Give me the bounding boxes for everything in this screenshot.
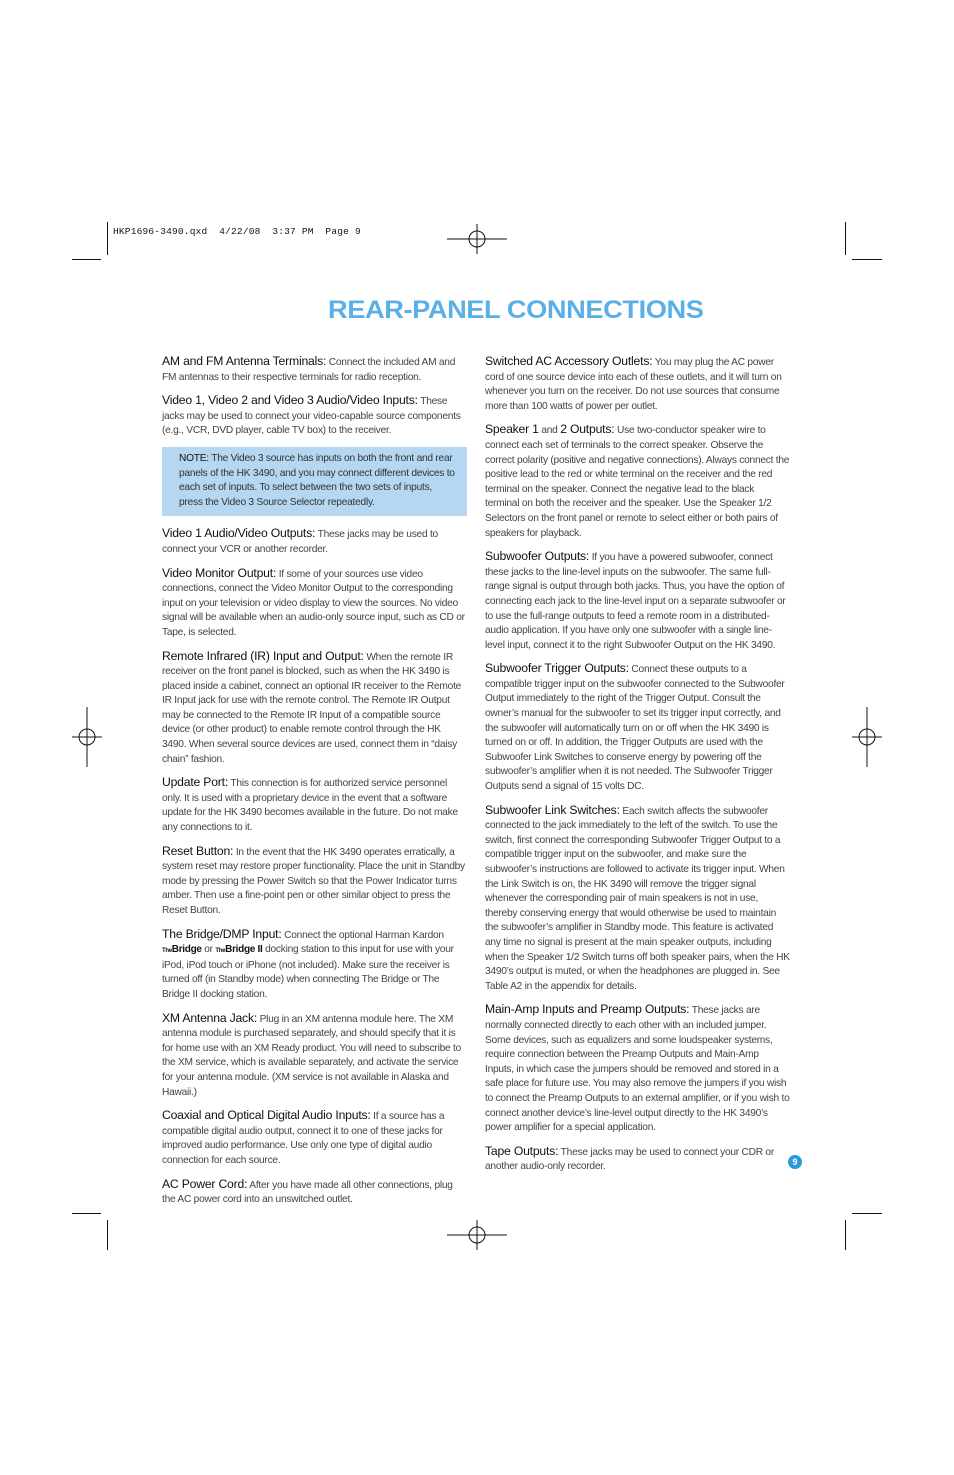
speaker-outputs-section [485, 422, 790, 541]
section-heading: Update Port: [162, 775, 229, 790]
section-heading: Tape Outputs: [485, 1143, 559, 1158]
section-heading: AC Power Cord: [162, 1176, 248, 1191]
page-number-badge: 9 [788, 1155, 802, 1169]
crop-mark [845, 222, 846, 255]
section-body: These jacks may be used to connect your VCR or another recorder. [162, 529, 438, 555]
tape-outputs-section [485, 1144, 790, 1175]
section-body: When the remote IR receiver on the front panel is blocked, such as when the HK 3490 is placed inside a cabinet, connect an optional IR receiver to the Remote IR Input jack for use with the remote control. The Remote IR Output may be connected to the Remote IR Input of a compatible source device (or other product) to enable remote control through the HK 3490. When several source devices are used, connect them in “daisy chain” fashion. [162, 651, 462, 765]
xm-antenna-section [162, 1011, 467, 1101]
section-heading: Switched AC Accessory Outlets: [485, 354, 653, 368]
subwoofer-link-section [485, 803, 790, 995]
registration-mark-right [852, 707, 882, 767]
video-monitor-output-section [162, 566, 467, 641]
video-inputs-section [162, 393, 467, 439]
crop-mark [107, 222, 108, 255]
subwoofer-trigger-section [485, 661, 790, 794]
section-body: After you have made all other connections, plug the AC power cord into an unswitched outlet. [162, 1179, 453, 1206]
section-heading: XM Antenna Jack: [162, 1010, 258, 1025]
crop-mark [107, 1220, 108, 1250]
section-heading: Subwoofer Link Switches: [485, 802, 620, 817]
section-body: These jacks may be used to connect your CDR or another audio-only recorder. [485, 1146, 774, 1173]
right-column [485, 354, 790, 1183]
registration-mark-top [447, 224, 507, 254]
section-body: These jacks may be used to connect your video-capable source components (e.g., VCR, DVD player, cable TV box) to the receiver. [162, 396, 461, 437]
section-body: Connect these outputs to a compatible trigger input on the subwoofer connected to the Subwoofer Output immediately to the right of the Trigger Output. Consult the owner’s manual for the subwoofer to set its trigger input correctly, and the subwoofer will automatically turn on or off when the HK 3490 is turned on or off. In addition, the Trigger Outputs are used with the Subwoofer Link Switches to conserve energy by powering off the subwoofer’s amplifier when it is not needed. The Subwoofer Trigger Outputs send a signal of 15 volts DC. [485, 664, 785, 793]
note-text: The Video 3 source has inputs on both the front and rear panels of the HK 3490, and you may connect different devices to each set of inputs. To select between the two sets of inputs, press the Video 3 Source Selector repeatedly. [179, 452, 455, 508]
page-title: REAR-PANEL CONNECTIONS [328, 296, 704, 324]
section-heading: Video 1 Audio/Video Outputs: [162, 526, 316, 541]
section-heading: 2 Outputs: [560, 422, 615, 437]
crop-mark [72, 1213, 101, 1214]
section-body: and [538, 425, 561, 437]
crop-mark [852, 259, 882, 260]
bridge-ii-logo: TheBridge II [215, 944, 263, 956]
video1-outputs-section [162, 526, 467, 557]
note-box [162, 447, 467, 516]
section-heading: Speaker 1 [485, 422, 539, 437]
section-heading: Video Monitor Output: [162, 565, 277, 580]
crop-mark [852, 1213, 882, 1214]
left-column [162, 354, 467, 1216]
reset-button-section [162, 844, 467, 919]
section-body: Plug in an XM antenna module here. The XM antenna module is purchased separately, and should specify that it is for home use with an XM Ready product. You will need to subscribe to the XM service, which is available separately, and activate the service for your antenna module. (XM service is not available in Alaska and Hawaii.) [162, 1013, 461, 1098]
ac-power-cord-section [162, 1177, 467, 1208]
section-heading: Coaxial and Optical Digital Audio Inputs: [162, 1108, 371, 1123]
section-body: Connect the included AM and FM antennas to their respective terminals for radio reception. [162, 357, 456, 383]
registration-mark-left [72, 707, 102, 767]
section-heading: Subwoofer Trigger Outputs: [485, 661, 629, 676]
section-body: In the event that the HK 3490 operates erratically, a system reset may restore proper functionality. Place the unit in Standby mode by pressing the Power Switch so that the Power Indicator turns amber. Then use a fine-point pen or other similar object to press the Reset Button. [162, 846, 465, 916]
section-body: This connection is for authorized service personnel only. It is used with a proprietary device in the event that a software update for the HK 3490 becomes available in the future. Do not make any connections to it. [162, 778, 458, 834]
registration-mark-bottom [447, 1220, 507, 1250]
main-amp-preamp-section [485, 1002, 790, 1135]
update-port-section [162, 775, 467, 835]
note-label: NOTE: [179, 452, 209, 464]
section-heading: AM and FM Antenna Terminals: [162, 354, 327, 368]
section-heading: Reset Button: [162, 843, 234, 858]
section-body: docking station to this input for use with your iPod, iPod touch or iPhone (not included). Make sure the receiver is turned off (in Standby mode) when connecting The Bridge or The Bridge II docking station. [162, 944, 454, 1000]
section-heading: Remote Infrared (IR) Input and Output: [162, 648, 364, 663]
section-heading: Subwoofer Outputs: [485, 549, 590, 564]
section-body: or [201, 944, 216, 956]
crop-mark [72, 259, 101, 260]
section-body: If some of your sources use video connections, connect the Video Monitor Output to the corresponding input on your television or video display to view the sources. No video signal will be available when an audio-only source input, such as CD or Tape, is selected. [162, 568, 465, 638]
bridge-logo: TheBridge [162, 944, 202, 956]
section-body: If a source has a compatible digital audio output, connect it to one of these jacks for improved audio performance. Use only one type of digital audio connection for each source. [162, 1111, 445, 1166]
section-body: Connect the optional Harman Kardon [281, 929, 444, 941]
switched-ac-section [485, 354, 790, 414]
section-body: These jacks are normally connected directly to each other with an included jumper. Some devices, such as equalizers and some loudspeaker systems, require connection between the Preamp Outputs and Main-Amp Inputs, in which case the jumpers should be removed and stored in a safe place for future use. You may also remove the jumpers if you wish to connect the Preamp Outputs to an external amplifier, or if you wish to connect another device’s line-level output directly to the HK 3490’s power amplifier for a special application. [485, 1005, 790, 1134]
section-body: Each switch affects the subwoofer connected to the jack immediately to the left of the switch. To use the switch, first connect the corresponding Subwoofer Trigger Output to a compatible trigger input on the subwoofer, and make sure the subwoofer’s instructions are followed to activate its trigger input. When the Link Switch is on, the HK 3490 will remove the trigger signal whenever the corresponding pair of main speakers is not in use, thereby conserving energy that would otherwise be used to maintain the subwoofer’s amplifier in Standby mode. This feature is activated any time no signal is present at the main speaker outputs, including when the Speaker 1/2 Switch turns off both speaker pairs, when the HK 3490’s output is muted, or when the headphones are plugged in. See Table A2 in the appendix for details. [485, 805, 790, 992]
bridge-input-section [162, 927, 467, 1003]
am-fm-antenna-section [162, 354, 467, 385]
section-body: Use two-conductor speaker wire to connect each set of terminals to the correct speaker. Observe the correct polarity (positive and negative connections). Always connect the positive lead to the red or white terminal on the receiver and the red terminal on the speaker. Connect the negative lead to the black terminal on both the receiver and the speaker. Use the Speaker 1/2 Selectors on the front panel or remote to select either or both pairs of speakers for playback. [485, 425, 790, 539]
crop-mark [845, 1220, 846, 1250]
file-slug: HKP1696-3490.qxd 4/22/08 3:37 PM Page 9 [113, 226, 361, 237]
section-body: If you have a powered subwoofer, connect these jacks to the line-level inputs on the subwoofer. The same full-range signal is output through both jacks. Thus, you have the option of connecting each jack to the line-level input on a separate subwoofer or to use the full-range outputs to feed a remote room in a distributed-audio application. If you have only one subwoofer with a single line-level input, connect it to the right Subwoofer Output on the HK 3490. [485, 552, 786, 651]
section-heading: Main-Amp Inputs and Preamp Outputs: [485, 1002, 690, 1017]
section-body: You may plug the AC power cord of one source device into each of these outlets, and it will turn on whenever you turn on the receiver. Do not use sources that consume more than 100 watts of power per outlet. [485, 357, 782, 412]
section-heading: Video 1, Video 2 and Video 3 Audio/Video Inputs: [162, 393, 418, 408]
digital-audio-section [162, 1108, 467, 1168]
section-heading: The Bridge/DMP Input: [162, 926, 282, 941]
remote-ir-section [162, 649, 467, 768]
subwoofer-outputs-section [485, 549, 790, 653]
